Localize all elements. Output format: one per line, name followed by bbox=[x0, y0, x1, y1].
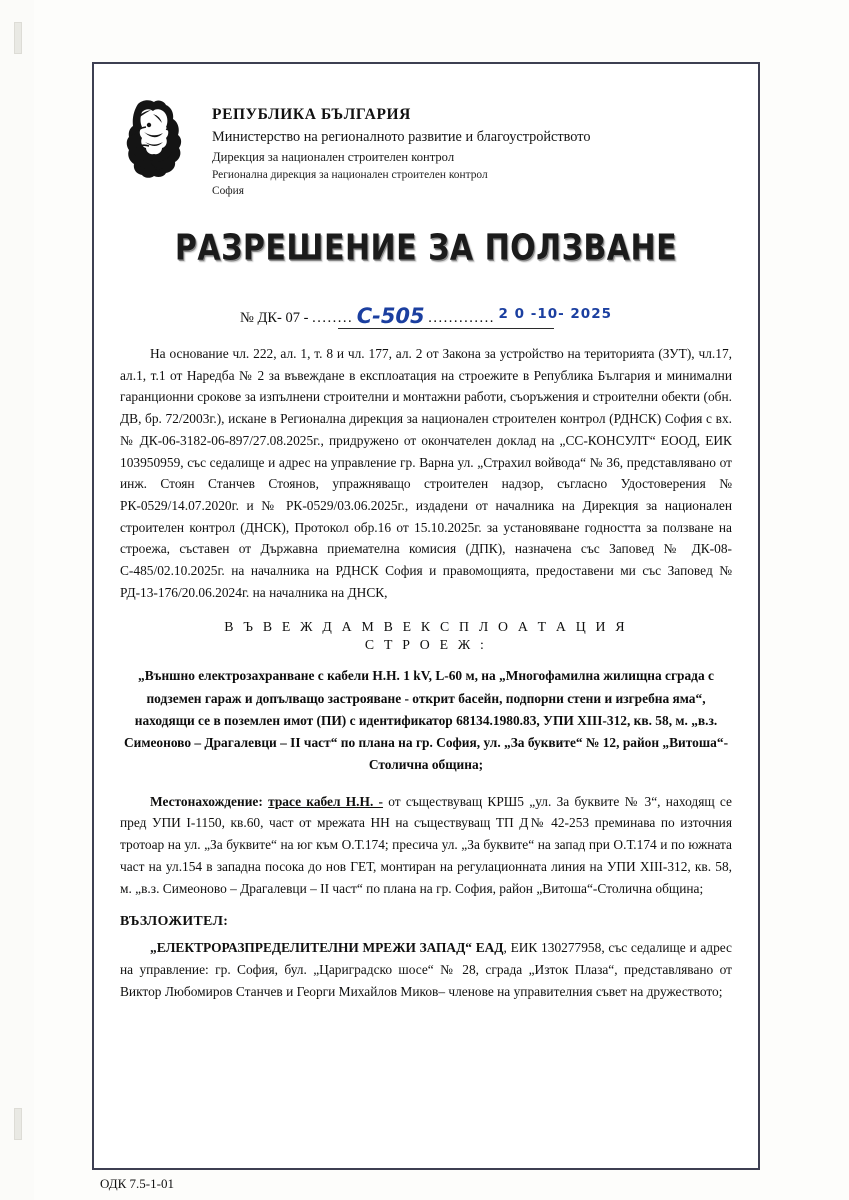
punch-hole-mark-bottom bbox=[14, 1108, 22, 1140]
document-number-line bbox=[120, 303, 732, 333]
assignor-details: , ЕИК 130277958, със седалище и адрес на управление: гр. София, бул. „Цариградско шосе“ № 28, сграда „Изток Плаза“, представлявано от Виктор Любомиров Станчев и Георги Михайлов Миков– членове на управителния съвет на дружеството; bbox=[120, 940, 732, 999]
location-label: Местонахождение: bbox=[150, 793, 263, 809]
document-frame bbox=[92, 62, 760, 1170]
location-underlined: трасе кабел Н.Н. - bbox=[268, 793, 384, 809]
location-text: от съществуващ КРШ5 „ул. За буквите № 3“, находящ се пред УПИ I-1150, кв.60, част от мрежата НН на съществуващ ТП Д№ 42-253 преминава по източния тротоар на ул. „За буквите“ на юг към О.Т.174; пресича ул. „За буквите“ на запад при О.Т.174 и по южната част на ул.154 в западна посока до нов ГЕТ, монтиран на регулационната линия на УПИ XIII-312, кв. 58, м. „в.з. Симеоново – Драгалевци – II част“ по плана на гр. София, район „Витоша“-Столична община; bbox=[120, 793, 732, 896]
preamble-paragraph bbox=[120, 343, 732, 603]
handwritten-document-number: С-505 bbox=[356, 304, 425, 328]
footer-form-code: ОДК 7.5-1-01 bbox=[100, 1176, 174, 1191]
act-heading-secondary: С Т Р О Е Ж : bbox=[364, 637, 488, 653]
document-number-dots-left: ........ bbox=[312, 310, 354, 326]
object-description-text: „Външно електрозахранване с кабели Н.Н. 1 kV, L-60 м, на „Многофамилна жилищна сграда с подземен гараж и допълващо застрояване - открит басейн, подпорни стени и изгребна яма“, находящи се в поземлен имот (ПИ) с идентификатор 68134.1980.83, УПИ XIII-312, кв. 58, м. „в.з. Симеоново – Драгалевци – II част“ по плана на гр. София, ул. „За буквите“ № 12, район „Витоша“-Столична община; bbox=[123, 668, 729, 773]
assignor-name: „ЕЛЕКТРОРАЗПРЕДЕЛИТЕЛНИ МРЕЖИ ЗАПАД“ ЕАД bbox=[150, 940, 504, 956]
handwritten-date-stamp: 2 0 -10- 2025 bbox=[498, 306, 612, 322]
assignor-label: ВЪЗЛОЖИТЕЛ: bbox=[120, 913, 229, 929]
document-header bbox=[120, 78, 732, 197]
header-directorate: Дирекция за национален строителен контрол bbox=[212, 150, 455, 164]
header-city: София bbox=[212, 185, 245, 197]
document-number-dots-right: ............. bbox=[428, 310, 495, 326]
preamble-text: На основание чл. 222, ал. 1, т. 8 и чл. 177, ал. 2 от Закона за устройство на територията (ЗУТ), чл.17, ал.1, т.1 от Наредба № 2 за въвеждане в експлоатация на строежите в Република България и минимални гаранционни срокове за изпълнени строителни и монтажни работи, съоръжения и строителни обекти (обн. ДВ, бр. 72/2003г.), искане в Регионална дирекция за национален строителен контрол (РДНСК) София с вх. № ДК-06-3182-06-897/27.08.2025г., придружено от окончателен доклад на „СС-КОНСУЛТ“ ЕООД, ЕИК 103950959, със седалище и адрес на управление гр. Варна ул. „Страхил войвода“ № 36, представлявано от инж. Стоян Станчев Стоянов, упражняващо строителен надзор, съгласно Удостоверения № РК-0529/14.07.2020г. и № РК-0529/03.06.2025г., издадени от началника на Дирекция за национален строителен контрол (ДНСК), Протокол обр.16 от 15.10.2025г. за установяване годността за ползване на строежа, съставен от Държавна приемателна комисия (ДПК), назначена със Заповед № ДК-08-С-485/02.10.2025г. на началника на РДНСК София и правомощията, предоставени ми със Заповед № РД-13-176/20.06.2024г. на началника на ДНСК, bbox=[120, 346, 732, 600]
page-binding-strip bbox=[0, 0, 34, 1200]
document-number-prefix: № ДК- 07 - bbox=[240, 310, 309, 326]
document-title-wrap bbox=[120, 227, 732, 277]
header-republic: РЕПУБЛИКА БЪЛГАРИЯ bbox=[212, 106, 411, 123]
punch-hole-mark-top bbox=[14, 22, 22, 54]
object-description-block bbox=[120, 665, 732, 776]
bulgarian-lion-coat-of-arms-icon bbox=[120, 92, 196, 180]
number-underline bbox=[338, 328, 554, 329]
assignor-block bbox=[120, 937, 732, 1002]
page-title: РАЗРЕШЕНИЕ ЗА ПОЛЗВАНЕ bbox=[174, 227, 678, 270]
act-heading-primary: В Ъ В Е Ж Д А М В Е К С П Л О А Т А Ц И Я bbox=[224, 619, 628, 635]
header-ministry: Министерство на регионалното развитие и благоустройството bbox=[212, 129, 591, 145]
location-block bbox=[120, 791, 732, 900]
header-regional-directorate: Регионална дирекция за национален строителен контрол bbox=[212, 169, 488, 181]
